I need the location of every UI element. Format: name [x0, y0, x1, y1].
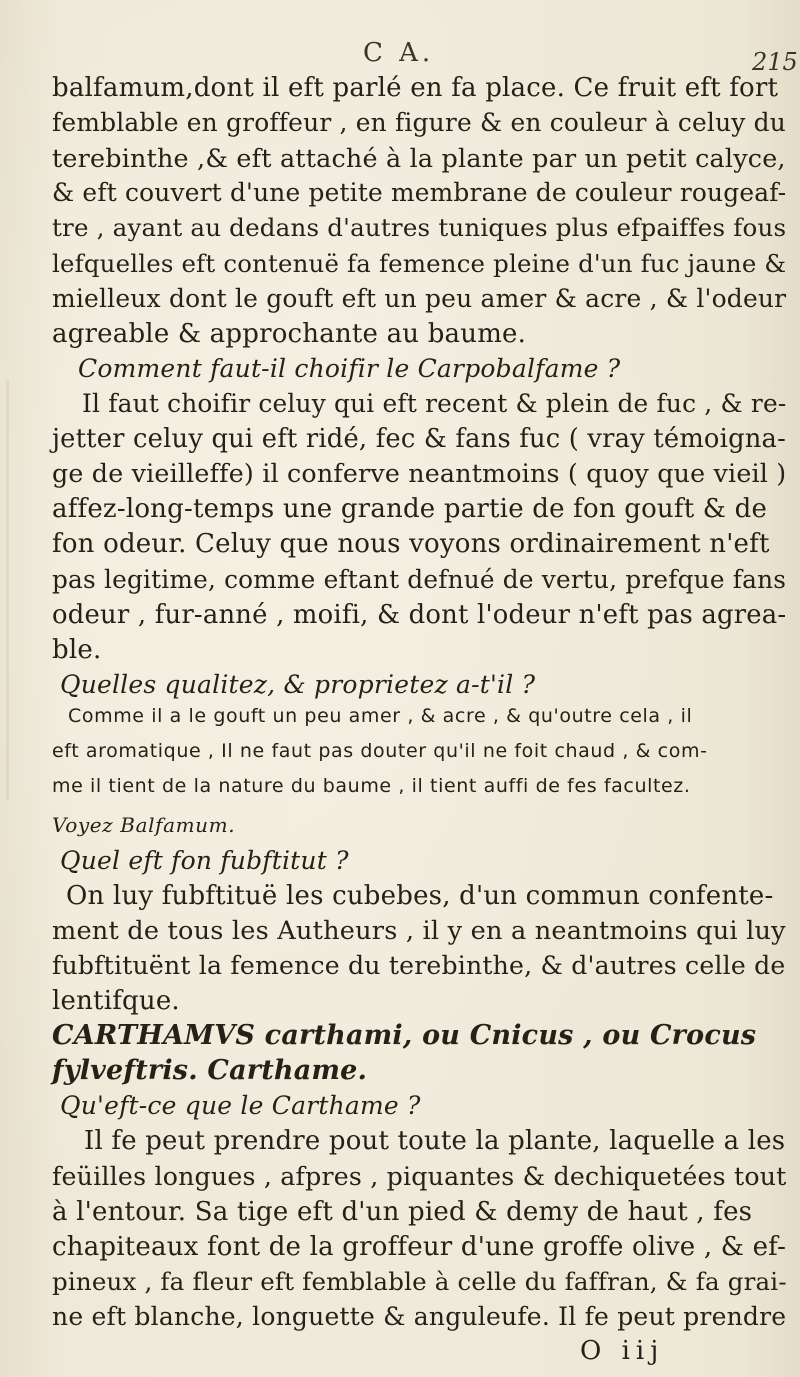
text-line: lentifque.: [52, 986, 180, 1016]
text-line: fubftituënt la femence du terebinthe, & d'autres celle de: [52, 951, 786, 980]
text-line: terebinthe ,& eft attaché à la plante par un petit calyce,: [52, 143, 786, 173]
entry-title: CARTHAMVS carthami, ou Cnicus , ou Crocus: [52, 1020, 757, 1051]
page-crease: [6, 380, 9, 800]
page-number: 215: [752, 48, 798, 76]
section-heading: Comment faut-il choifir le Carpobalfame ?: [78, 354, 621, 383]
text-line: ble.: [52, 635, 102, 665]
text-line: balfamum,dont il eft parlé en fa place. Ce fruit eft fort: [52, 73, 779, 103]
text-line: ment de tous les Autheurs , il y en a neantmoins qui luy: [52, 916, 786, 946]
text-line: à l'entour. Sa tige eft d'un pied & demy de haut , fes: [52, 1197, 753, 1227]
text-line-small: me il tient de la nature du baume , il tient auffi de fes facultez.: [52, 775, 691, 797]
text-line: On luy fubftituë les cubebes, d'un commun confente-: [66, 881, 774, 911]
text-line: affez-long-temps une grande partie de fon gouft & de: [52, 494, 768, 524]
text-line: pas legitime, comme eftant defnué de vertu, prefque fans: [52, 565, 787, 594]
text-line: tre , ayant au dedans d'autres tuniques plus efpaiffes fous: [52, 213, 787, 242]
text-line: & eft couvert d'une petite membrane de couleur rougeaf-: [52, 178, 787, 207]
signature-mark: O iij: [580, 1336, 665, 1366]
text-line-small: eft aromatique , Il ne faut pas douter qu'il ne foit chaud , & com-: [52, 740, 708, 762]
text-line: femblable en groffeur , en figure & en couleur à celuy du: [52, 108, 787, 137]
cross-reference: Voyez Balfamum.: [52, 813, 236, 837]
text-line: feüilles longues , afpres , piquantes & dechiquetées tout: [52, 1162, 787, 1191]
text-line: chapiteaux font de la groffeur d'une groffe olive , & ef-: [52, 1232, 787, 1262]
text-line: odeur , fur-anné , moifi, & dont l'odeur n'eft pas agrea-: [52, 600, 787, 630]
text-line: lefquelles eft contenuë fa femence pleine d'un fuc jaune &: [52, 249, 787, 278]
section-heading: Quelles qualitez, & proprietez a-t'il ?: [60, 670, 536, 699]
text-line: jetter celuy qui eft ridé, fec & fans fuc ( vray témoigna-: [52, 424, 786, 454]
text-line-small: Comme il a le gouft un peu amer , & acre , & qu'outre cela , il: [68, 705, 693, 727]
text-line: Il faut choifir celuy qui eft recent & plein de fuc , & re-: [82, 389, 787, 418]
section-heading: Qu'eft-ce que le Carthame ?: [60, 1091, 421, 1120]
text-line: pineux , fa fleur eft femblable à celle du faffran, & fa grai-: [52, 1267, 787, 1296]
text-line: Il fe peut prendre pout toute la plante, laquelle a les: [84, 1126, 786, 1156]
text-line: agreable & approchante au baume.: [52, 319, 527, 349]
entry-title: fylveftris. Carthame.: [52, 1055, 368, 1086]
text-line: ne eft blanche, longuette & anguleufe. Il fe peut prendre: [52, 1302, 787, 1331]
running-header-mark: C A.: [363, 38, 435, 68]
section-heading: Quel eft fon fubftitut ?: [60, 846, 349, 875]
text-line: fon odeur. Celuy que nous voyons ordinairement n'eft: [52, 529, 770, 559]
text-line: ge de vieilleffe) il conferve neantmoins ( quoy que vieil ): [52, 459, 787, 488]
text-line: mielleux dont le gouft eft un peu amer & acre , & l'odeur: [52, 284, 787, 313]
